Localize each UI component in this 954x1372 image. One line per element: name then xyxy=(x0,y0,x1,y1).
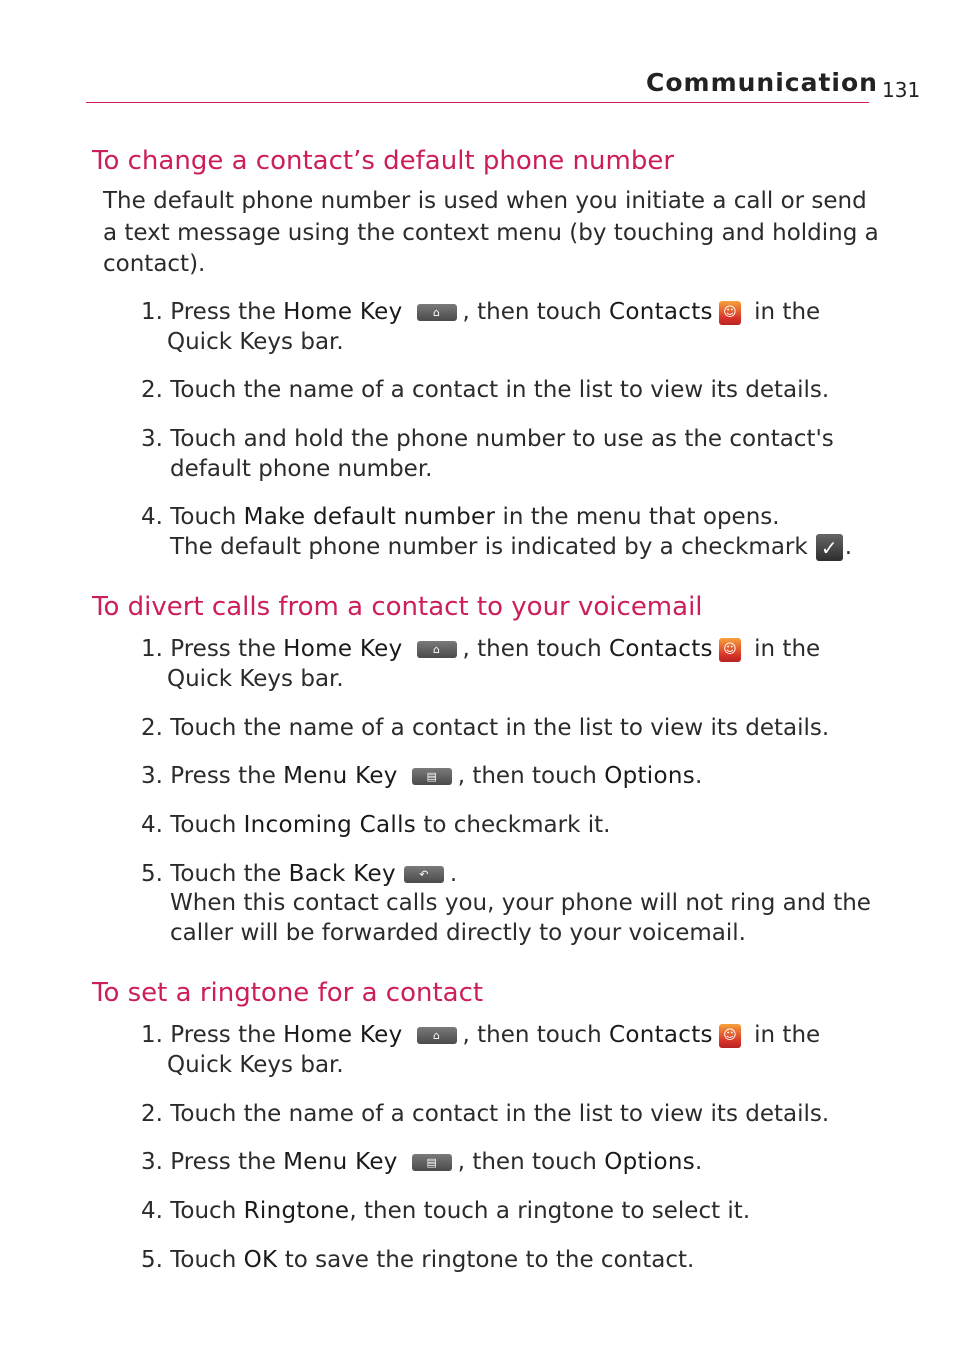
step-text: 1. Press the xyxy=(141,1022,284,1048)
heading-divert-calls: To divert calls from a contact to your voicemail xyxy=(92,592,703,622)
step-text: in the xyxy=(746,299,821,325)
contacts-icon: ☺ xyxy=(719,1024,741,1048)
step-text: in the xyxy=(746,636,821,662)
contacts-label: Contacts xyxy=(608,299,713,325)
checkmark-icon: ✓ xyxy=(816,534,843,561)
step-4 xyxy=(141,502,780,532)
options-label: Options xyxy=(604,1149,696,1175)
make-default-number-label: Make default number xyxy=(243,504,496,530)
step-text: 5. Touch xyxy=(141,1247,244,1273)
step-text: , then touch xyxy=(462,299,609,325)
contacts-label: Contacts xyxy=(608,1022,713,1048)
header-rule xyxy=(86,102,869,103)
incoming-calls-label: Incoming Calls xyxy=(243,812,417,838)
options-label: Options xyxy=(604,763,696,789)
home-key-icon: ⌂ xyxy=(417,641,457,658)
home-key-label: Home Key xyxy=(283,299,403,325)
step-text: , then touch xyxy=(462,1022,609,1048)
back-key-icon: ↶ xyxy=(404,866,444,883)
contacts-icon: ☺ xyxy=(719,638,741,662)
section-title: Communication xyxy=(646,68,878,97)
step-text: 3. Press the xyxy=(141,1149,284,1175)
step-5 xyxy=(141,1245,694,1275)
heading-set-ringtone: To set a ringtone for a contact xyxy=(92,978,484,1008)
intro-line: a text message using the context menu (by touching and holding a xyxy=(103,219,879,246)
step-text: , then touch xyxy=(457,763,605,789)
step-2: 2. Touch the name of a contact in the list to view its details. xyxy=(141,715,830,741)
step-text: 5. Touch the xyxy=(141,861,289,887)
step-text: 1. Press the xyxy=(141,299,284,325)
step-1-continued: Quick Keys bar. xyxy=(167,1052,344,1078)
step-text: to save the ringtone to the contact. xyxy=(277,1247,695,1273)
step-text: in the menu that opens. xyxy=(495,504,780,530)
intro-line: contact). xyxy=(103,251,206,277)
step-text: to checkmark it. xyxy=(416,812,611,838)
step-1 xyxy=(141,634,820,664)
step-1 xyxy=(141,297,820,327)
back-key-label: Back Key xyxy=(288,861,396,887)
menu-key-icon: ▤ xyxy=(412,1154,452,1171)
step-2: 2. Touch the name of a contact in the list to view its details. xyxy=(141,377,830,403)
step-1-continued: Quick Keys bar. xyxy=(167,329,344,355)
step-text: . xyxy=(695,763,703,789)
step-text: 3. Press the xyxy=(141,763,284,789)
step-text: in the xyxy=(746,1022,821,1048)
step-2: 2. Touch the name of a contact in the list to view its details. xyxy=(141,1101,830,1127)
step-3-continued: default phone number. xyxy=(170,456,433,482)
step-5-continued: caller will be forwarded directly to your voicemail. xyxy=(170,920,746,946)
step-text: . xyxy=(695,1149,703,1175)
page-number: 131 xyxy=(882,78,921,102)
step-text: , then touch xyxy=(457,1149,605,1175)
step-4 xyxy=(141,1196,750,1226)
step-text: . xyxy=(449,861,458,887)
contacts-icon: ☺ xyxy=(719,301,741,325)
step-text: 1. Press the xyxy=(141,636,284,662)
step-1 xyxy=(141,1020,820,1050)
step-4 xyxy=(141,810,610,840)
home-key-label: Home Key xyxy=(283,1022,403,1048)
step-3 xyxy=(141,1147,702,1177)
step-3: 3. Touch and hold the phone number to use as the contact's xyxy=(141,426,834,452)
step-text: 4. Touch xyxy=(141,504,244,530)
intro-paragraph xyxy=(103,186,879,281)
home-key-icon: ⌂ xyxy=(417,304,457,321)
step-text: 4. Touch xyxy=(141,1198,244,1224)
step-text: , then touch a ringtone to select it. xyxy=(349,1198,751,1224)
step-5-continued: When this contact calls you, your phone will not ring and the xyxy=(170,890,871,916)
contacts-label: Contacts xyxy=(608,636,713,662)
menu-key-label: Menu Key xyxy=(283,763,398,789)
heading-change-default-number: To change a contact’s default phone number xyxy=(92,146,675,176)
menu-key-icon: ▤ xyxy=(412,768,452,785)
step-text: . xyxy=(844,534,853,560)
home-key-icon: ⌂ xyxy=(417,1027,457,1044)
step-4-continued xyxy=(170,532,852,562)
step-text: The default phone number is indicated by a checkmark xyxy=(170,534,808,560)
ok-label: OK xyxy=(243,1247,278,1273)
ringtone-label: Ringtone xyxy=(243,1198,350,1224)
step-1-continued: Quick Keys bar. xyxy=(167,666,344,692)
step-3 xyxy=(141,761,702,791)
home-key-label: Home Key xyxy=(283,636,403,662)
menu-key-label: Menu Key xyxy=(283,1149,398,1175)
step-5 xyxy=(141,859,457,889)
step-text: , then touch xyxy=(462,636,609,662)
step-text: 4. Touch xyxy=(141,812,244,838)
intro-line: The default phone number is used when you initiate a call or send xyxy=(103,188,867,214)
